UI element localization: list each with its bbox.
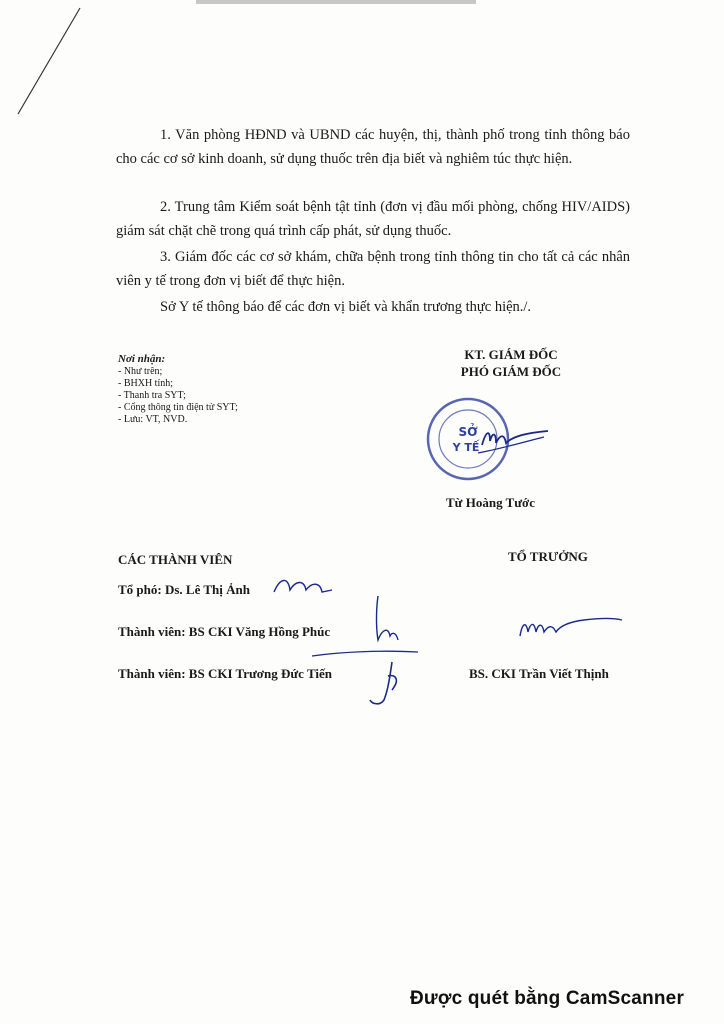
signer-name: Từ Hoàng Tước: [446, 495, 536, 510]
camscanner-watermark: Được quét bằng CamScanner: [410, 988, 685, 1009]
paragraph-3: 3. Giám đốc các cơ sở khám, chữa bệnh trong tỉnh thông tin cho tất cả các nhân viên y tế trong đơn vị biết để thực hiện.: [116, 249, 630, 289]
member-line-1: Thành viên: BS CKI Văng Hồng Phúc: [118, 624, 331, 639]
deputy-line: Tổ phó: Ds. Lê Thị Ảnh: [118, 582, 250, 597]
leader-title: TỔ TRƯỞNG: [508, 549, 588, 564]
recipient-item: - Như trên;: [118, 366, 163, 377]
member-line-2: Thành viên: BS CKI Trương Đức Tiến: [118, 666, 333, 681]
stamp-text-1: SỞ: [458, 425, 478, 439]
stamp-text-2: Y TẾ: [452, 441, 480, 454]
paragraph-2: 2. Trung tâm Kiểm soát bệnh tật tỉnh (đơn vị đầu mối phòng, chống HIV/AIDS) giám sát chặt chẽ trong quá trình cấp phát, sử dụng thuốc.: [116, 199, 630, 239]
signature-title-line-1: KT. GIÁM ĐỐC: [464, 347, 558, 362]
recipient-item: - Thanh tra SYT;: [118, 390, 186, 401]
recipient-item: - BHXH tỉnh;: [118, 378, 173, 389]
signature-title-line-2: PHÓ GIÁM ĐỐC: [460, 364, 562, 379]
recipients-heading: Nơi nhận:: [118, 353, 166, 365]
paragraph-4: Sở Y tế thông báo để các đơn vị biết và khẩn trương thực hiện./.: [160, 299, 532, 315]
recipient-item: - Lưu: VT, NVD.: [118, 414, 188, 425]
leader-name: BS. CKI Trần Viết Thịnh: [469, 666, 609, 681]
recipient-item: - Cổng thông tin điện tử SYT;: [118, 402, 238, 413]
members-title: CÁC THÀNH VIÊN: [118, 552, 233, 567]
paragraph-1: 1. Văn phòng HĐND và UBND các huyện, thị, thành phố trong tỉnh thông báo cho các cơ sở kinh doanh, sử dụng thuốc trên địa biết và nghiêm túc thực hiện.: [116, 127, 630, 167]
